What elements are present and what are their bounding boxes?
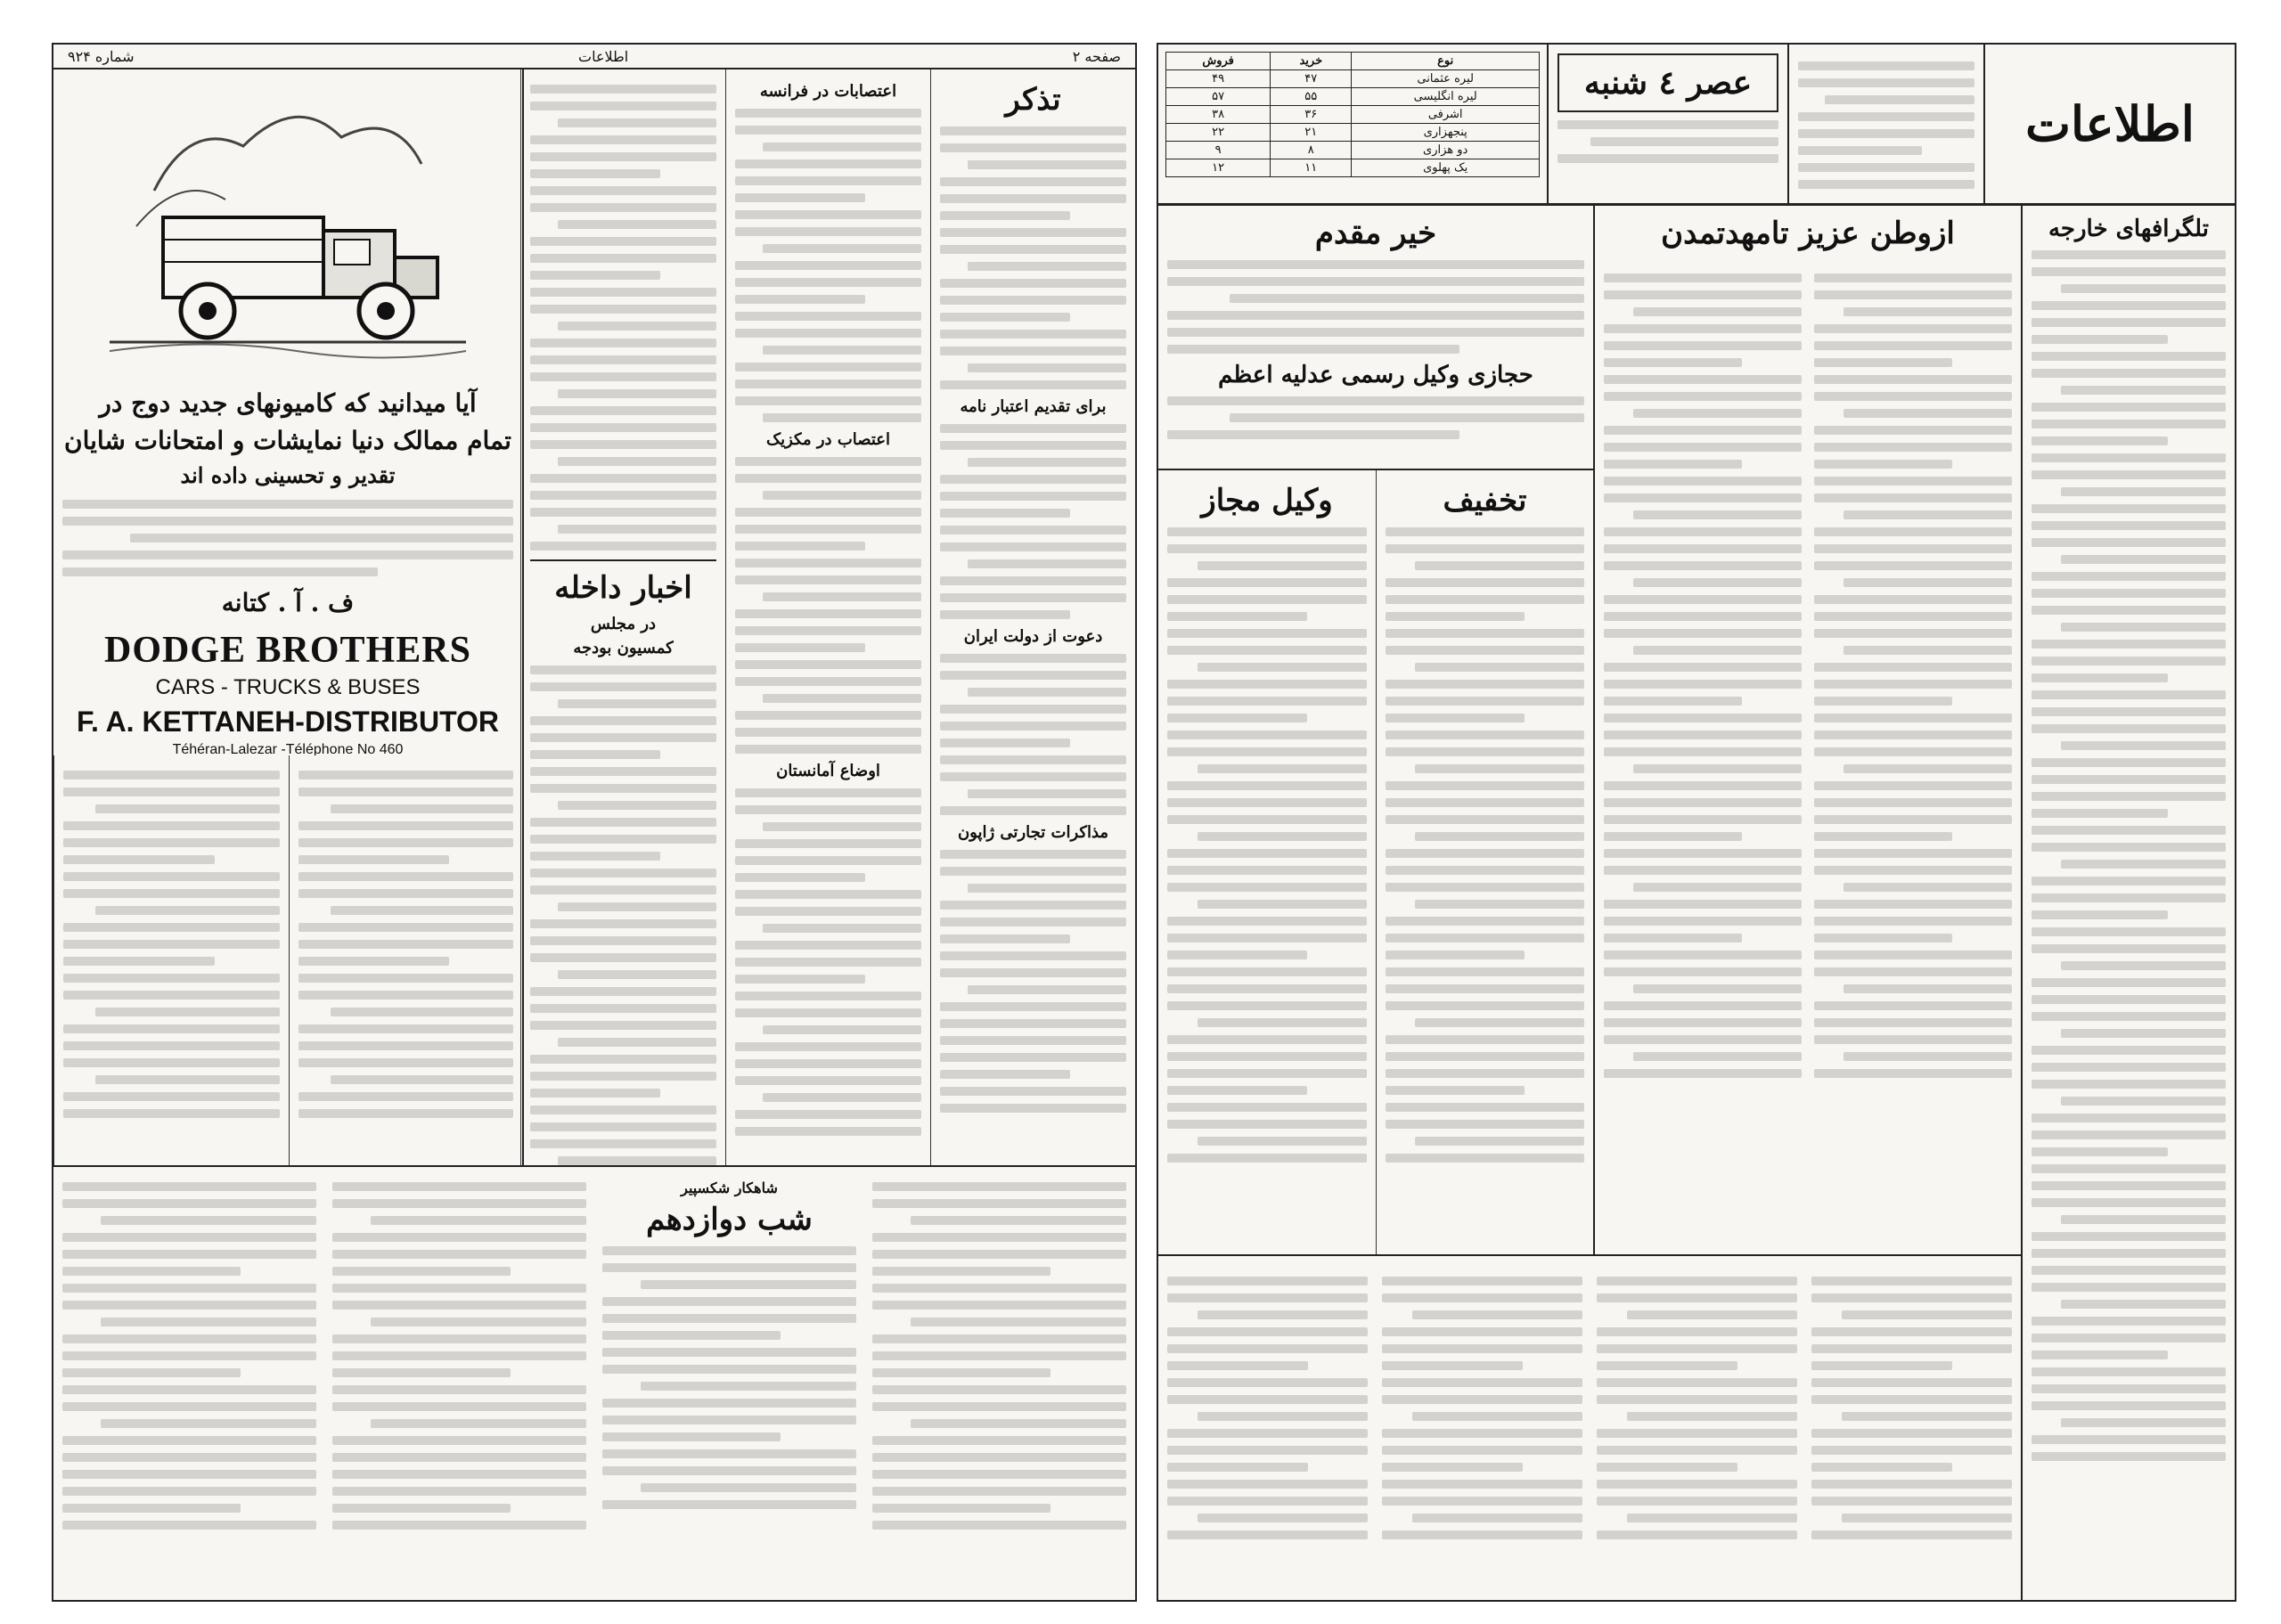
rate-buy: ۴۷ xyxy=(1271,70,1352,88)
headline-discount: تخفیف xyxy=(1443,483,1527,518)
serial-col-4 xyxy=(62,1174,316,1593)
rate-buy: ۳۶ xyxy=(1271,106,1352,124)
headline-lawyer: حجازی وکیل رسمی عدلیه اعظم xyxy=(1218,362,1533,388)
subscription-box xyxy=(1787,45,1983,203)
headline-invitation: دعوت از دولت ایران xyxy=(963,627,1103,646)
rate-name: پنجهزاری xyxy=(1352,124,1540,142)
rate-name: یک پهلوی xyxy=(1352,159,1540,177)
right-page xyxy=(1157,43,2236,1602)
rate-sell: ۹ xyxy=(1166,142,1271,159)
serial-col-2 xyxy=(602,1174,856,1593)
column-left-lower-1 xyxy=(53,755,289,1165)
ad-headline-1: آیا میدانید که کامیونهای جدید دوج در xyxy=(99,388,477,418)
page-number: صفحه ۲ xyxy=(1072,47,1121,65)
date-banner-box xyxy=(1547,45,1787,203)
serial-subtitle: شاهکار شکسپیر xyxy=(681,1179,778,1196)
table-row xyxy=(1166,159,1540,177)
column-left-lower-2 xyxy=(289,755,524,1165)
left-page xyxy=(52,43,1137,1602)
rate-buy: ۵۵ xyxy=(1271,88,1352,106)
table-row xyxy=(1166,88,1540,106)
ad-agent-name: ف . آ . کتانه xyxy=(221,588,355,617)
table-row xyxy=(1166,124,1540,142)
date-banner: عصر ٤ شنبه xyxy=(1557,53,1778,112)
rate-sell: ۴۹ xyxy=(1166,70,1271,88)
editorial-col-b xyxy=(1604,265,1802,1086)
headline-domestic-news: اخبار داخله xyxy=(554,570,692,606)
issue-number: شماره ۹۲۴ xyxy=(68,47,135,65)
headline-afghanistan: اوضاع آمانستان xyxy=(776,762,880,780)
column-welcome xyxy=(1158,203,1593,470)
truck-illustration xyxy=(101,84,475,378)
headline-credentials: برای تقدیم اعتبار نامه xyxy=(960,397,1107,416)
bottom-band-col-1 xyxy=(1811,1269,2012,1593)
rate-sell: ۵۷ xyxy=(1166,88,1271,106)
headline-welcome: خیر مقدم xyxy=(1314,216,1437,251)
serial-col-3 xyxy=(332,1174,586,1593)
masthead-logo xyxy=(1983,45,2235,203)
bottom-band-col-2 xyxy=(1597,1269,1797,1593)
subhead-budget-commission: کمسیون بودجه xyxy=(573,639,674,657)
headline-france-strikes: اعتصابات در فرانسه xyxy=(759,82,897,101)
headline-japan-trade: مذاکرات تجارتی ژاپون xyxy=(957,823,1109,842)
headline-licensed-lawyer: وکیل مجاز xyxy=(1201,483,1333,518)
column-strikes xyxy=(725,69,930,1165)
left-page-runner xyxy=(53,45,1135,69)
rates-header-buy: خرید xyxy=(1271,53,1352,70)
masthead-title: اطلاعات xyxy=(2025,95,2195,152)
exchange-rates-table xyxy=(1165,52,1540,177)
exchange-rates-box xyxy=(1158,45,1547,203)
right-bottom-band xyxy=(1158,1254,2021,1600)
rate-sell: ۳۸ xyxy=(1166,106,1271,124)
rate-name: لیره انگلیسی xyxy=(1352,88,1540,106)
column-foreign-telegrams xyxy=(2021,203,2235,1600)
column-discount xyxy=(1376,470,1593,1254)
serial-title: شب دوازدهم xyxy=(646,1202,813,1237)
rate-name: اشرفی xyxy=(1352,106,1540,124)
table-row xyxy=(1166,106,1540,124)
rate-sell: ۱۲ xyxy=(1166,159,1271,177)
rate-buy: ۱۱ xyxy=(1271,159,1352,177)
column-notice xyxy=(930,69,1135,1165)
masthead-row xyxy=(1158,45,2235,206)
ad-models: CARS - TRUCKS & BUSES xyxy=(155,675,421,699)
editorial-col-a xyxy=(1814,265,2012,1086)
rate-name: لیره عثمانی xyxy=(1352,70,1540,88)
subhead-parliament: در مجلس xyxy=(590,615,657,633)
column-licensed-lawyer xyxy=(1158,470,1376,1254)
headline-editorial: ازوطن عزیز تامهدتمدن xyxy=(1661,216,1955,251)
column-domestic xyxy=(520,69,725,1165)
rate-buy: ۸ xyxy=(1271,142,1352,159)
table-row xyxy=(1166,70,1540,88)
column-editorial xyxy=(1593,203,2021,1254)
ad-headline-2: تمام ممالک دنیا نمایشات و امتحانات شایان xyxy=(64,426,511,455)
rates-header-type: نوع xyxy=(1352,53,1540,70)
rate-name: دو هزاری xyxy=(1352,142,1540,159)
headline-foreign-telegrams: تلگرافهای خارجه xyxy=(2048,216,2210,242)
bottom-band-col-3 xyxy=(1382,1269,1582,1593)
serial-section xyxy=(53,1165,1135,1600)
serial-col-1 xyxy=(872,1174,1126,1593)
headline-notice: تذکر xyxy=(1005,82,1061,118)
rates-header-sell: فروش xyxy=(1166,53,1271,70)
table-row xyxy=(1166,142,1540,159)
ad-headline-3: تقدیر و تحسینی داده اند xyxy=(180,462,396,488)
rate-sell: ۲۲ xyxy=(1166,124,1271,142)
rate-buy: ۲۱ xyxy=(1271,124,1352,142)
ad-distributor: F. A. KETTANEH-DISTRIBUTOR xyxy=(76,706,500,738)
runner-title: اطلاعات xyxy=(578,47,629,65)
ad-brand: DODGE BROTHERS xyxy=(104,630,471,671)
dodge-advertisement xyxy=(53,69,524,755)
headline-mexico-strike: اعتصاب در مکزیک xyxy=(765,430,891,449)
bottom-band-col-4 xyxy=(1167,1269,1368,1593)
ad-address: Téhéran-Lalezar -Téléphone No 460 xyxy=(172,742,404,755)
